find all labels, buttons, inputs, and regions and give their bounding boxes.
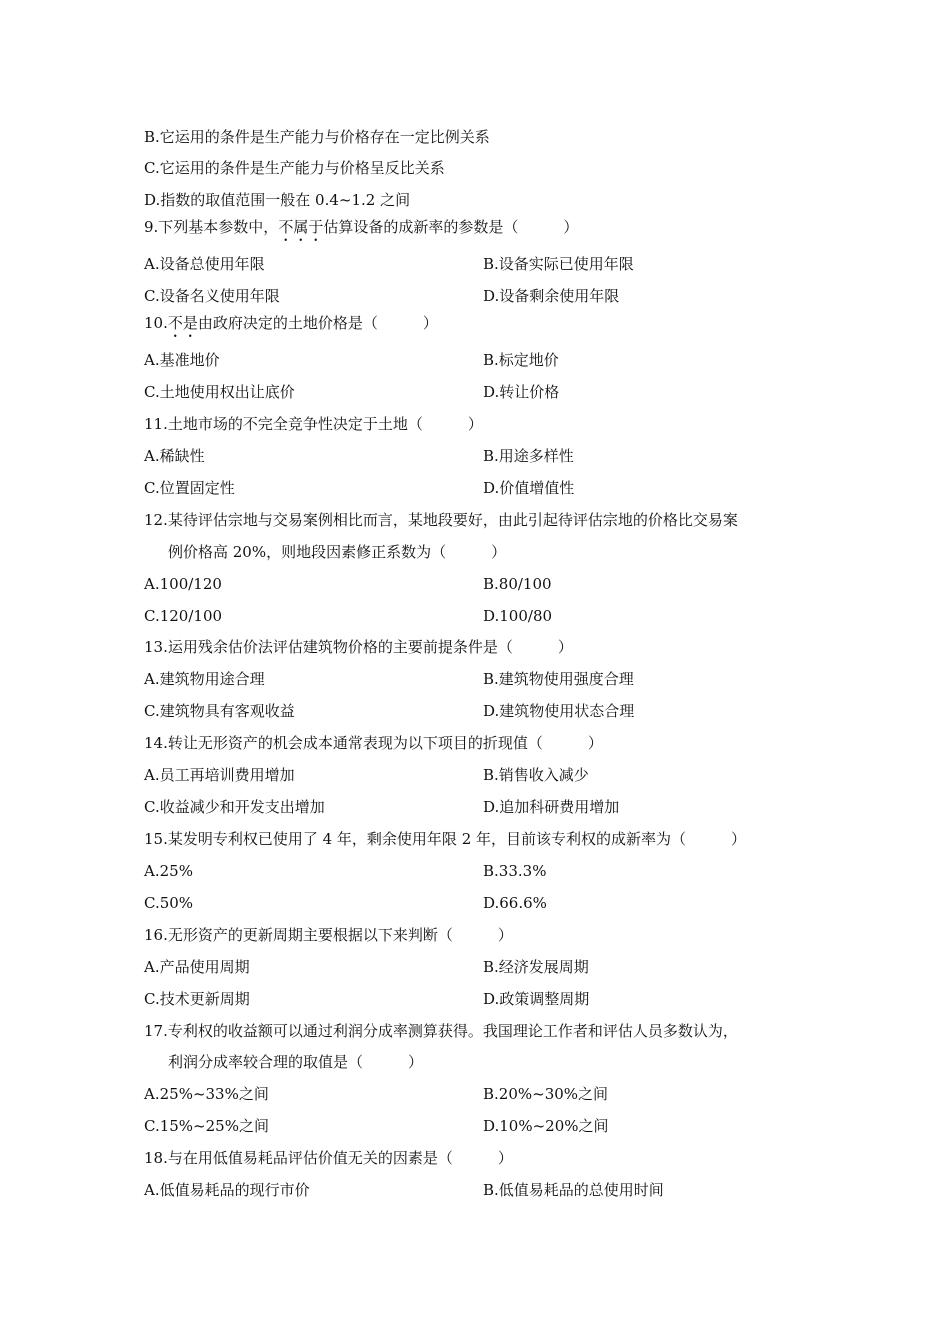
question-9-stem (144, 217, 578, 237)
question-9-option-c: C.设备名义使用年限 (144, 287, 280, 305)
question-16-option-c: C.技术更新周期 (144, 990, 250, 1008)
question-12-option-b: B.80/100 (483, 575, 552, 593)
question-9-option-b: B.设备实际已使用年限 (483, 255, 634, 273)
question-14-option-b: B.销售收入减少 (483, 766, 589, 784)
question-13-option-b: B.建筑物使用强度合理 (483, 670, 634, 688)
question-11-stem: 11.土地市场的不完全竞争性决定于土地（ ） (144, 415, 483, 433)
question-11-option-a: A.稀缺性 (144, 447, 205, 465)
question-17-option-c: C.15%~25%之间 (144, 1117, 269, 1135)
question-10-stem-post: 由政府决定的土地价格是（ ） (197, 314, 438, 332)
question-18-option-b: B.低值易耗品的总使用时间 (483, 1181, 664, 1199)
question-16-stem: 16.无形资产的更新周期主要根据以下来判断（ ） (144, 926, 513, 944)
question-9-stem-pre: 9.下列基本参数中， (144, 218, 279, 236)
question-10-option-c: C.土地使用权出让底价 (144, 383, 295, 401)
question-9-option-a: A.设备总使用年限 (144, 255, 265, 273)
question-9-stem-post: 估算设备的成新率的参数是（ ） (323, 218, 579, 236)
question-18-option-a: A.低值易耗品的现行市价 (144, 1181, 310, 1199)
question-15-stem: 15.某发明专利权已使用了 4 年，剩余使用年限 2 年，目前该专利权的成新率为（ ） (144, 830, 747, 848)
question-10-option-b: B.标定地价 (483, 351, 559, 369)
question-10-stem-pre: 10. (144, 314, 168, 332)
question-16-option-d: D.政策调整周期 (483, 990, 590, 1008)
question-9-option-d: D.设备剩余使用年限 (483, 287, 620, 305)
prev-option-b: B.它运用的条件是生产能力与价格存在一定比例关系 (144, 128, 490, 146)
question-17-stem-line1: 17.专利权的收益额可以通过利润分成率测算获得。我国理论工作者和评估人员多数认为， (144, 1022, 738, 1040)
question-10-option-a: A.基准地价 (144, 351, 220, 369)
question-9-emphasis: 不属于 (278, 218, 324, 236)
question-17-stem-line2: 利润分成率较合理的取值是（ ） (168, 1053, 424, 1071)
question-11-option-b: B.用途多样性 (483, 447, 574, 465)
question-18-stem: 18.与在用低值易耗品评估价值无关的因素是（ ） (144, 1149, 513, 1167)
question-14-stem: 14.转让无形资产的机会成本通常表现为以下项目的折现值（ ） (144, 734, 603, 752)
question-12-stem-line2: 例价格高 20%，则地段因素修正系数为（ ） (168, 543, 507, 561)
prev-option-c: C.它运用的条件是生产能力与价格呈反比关系 (144, 159, 445, 177)
question-13-option-d: D.建筑物使用状态合理 (483, 702, 635, 720)
question-14-option-d: D.追加科研费用增加 (483, 798, 620, 816)
question-11-option-c: C.位置固定性 (144, 479, 235, 497)
question-17-option-a: A.25%~33%之间 (144, 1085, 269, 1103)
question-14-option-a: A.员工再培训费用增加 (144, 766, 295, 784)
question-14-option-c: C.收益减少和开发支出增加 (144, 798, 325, 816)
question-12-option-c: C.120/100 (144, 607, 223, 625)
question-15-option-b: B.33.3% (483, 862, 547, 880)
question-17-option-d: D.10%~20%之间 (483, 1117, 609, 1135)
question-13-option-c: C.建筑物具有客观收益 (144, 702, 295, 720)
question-16-option-b: B.经济发展周期 (483, 958, 589, 976)
question-10-stem (144, 313, 438, 333)
question-10-emphasis: 不是 (167, 314, 198, 332)
prev-option-d: D.指数的取值范围一般在 0.4~1.2 之间 (144, 191, 411, 209)
question-17-option-b: B.20%~30%之间 (483, 1085, 609, 1103)
question-15-option-a: A.25% (144, 862, 193, 880)
question-15-option-c: C.50% (144, 894, 194, 912)
question-11-option-d: D.价值增值性 (483, 479, 575, 497)
question-13-stem: 13.运用残余估价法评估建筑物价格的主要前提条件是（ ） (144, 638, 573, 656)
question-12-option-a: A.100/120 (144, 575, 222, 593)
question-12-stem-line1: 12.某待评估宗地与交易案例相比而言，某地段要好，由此引起待评估宗地的价格比交易案 (144, 511, 738, 529)
question-12-option-d: D.100/80 (483, 607, 553, 625)
question-15-option-d: D.66.6% (483, 894, 547, 912)
question-16-option-a: A.产品使用周期 (144, 958, 250, 976)
question-10-option-d: D.转让价格 (483, 383, 560, 401)
question-13-option-a: A.建筑物用途合理 (144, 670, 265, 688)
